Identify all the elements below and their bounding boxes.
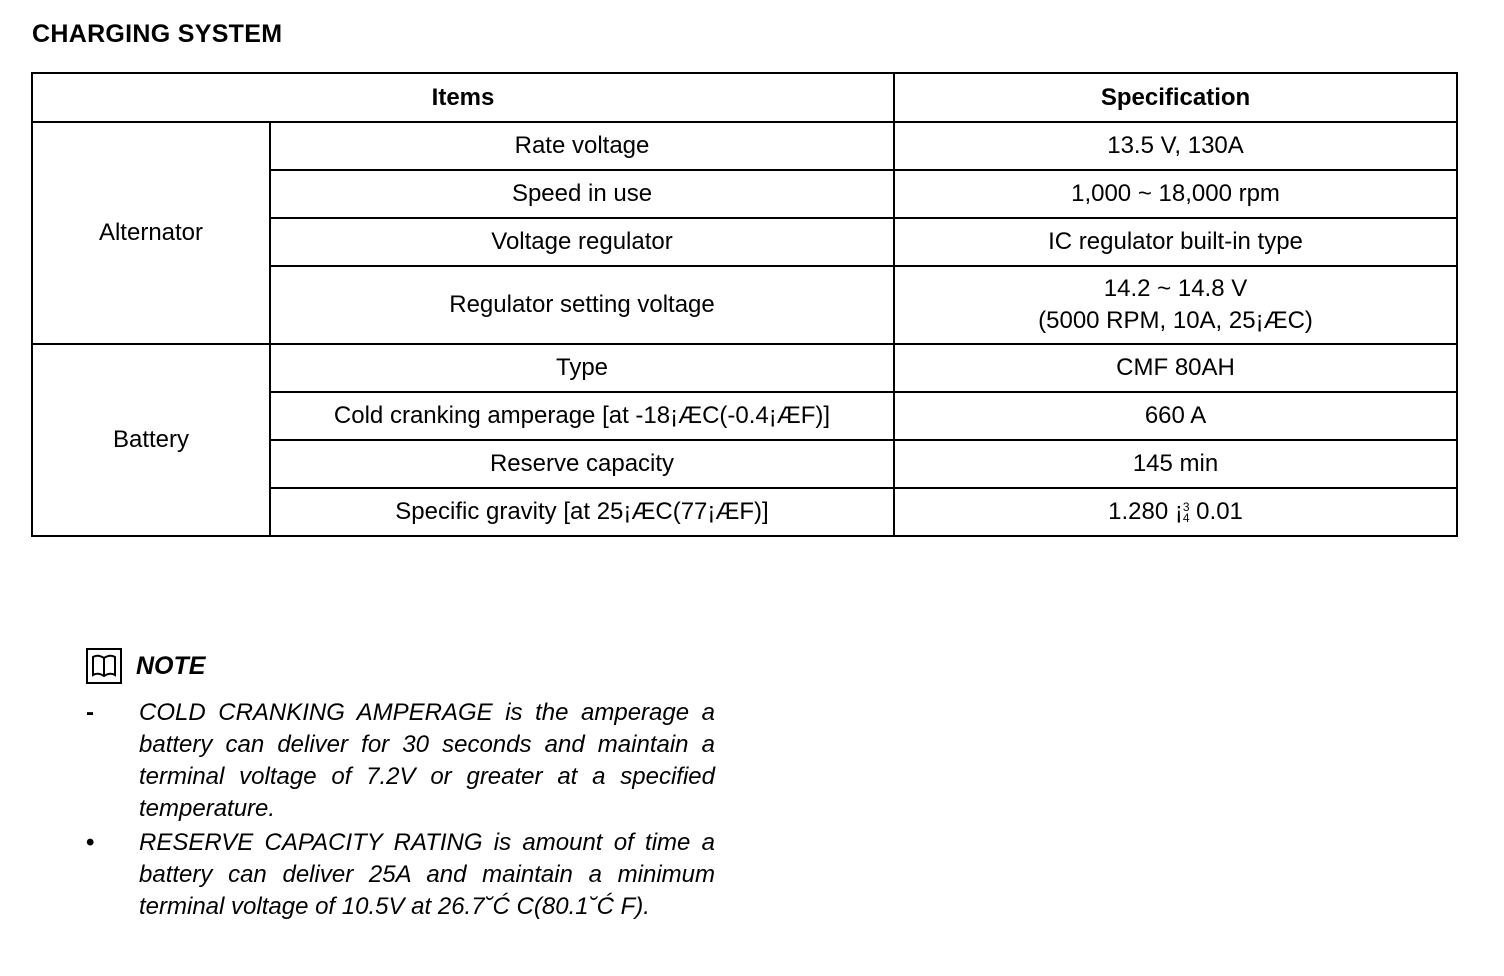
item-cell: Rate voltage (270, 122, 894, 170)
item-cell: Reserve capacity (270, 440, 894, 488)
header-row (32, 73, 1457, 122)
spec-prefix: 1.280 ¡ (1108, 498, 1183, 525)
item-cell: Voltage regulator (270, 218, 894, 266)
spec-suffix: 0.01 (1189, 498, 1243, 525)
spec-cell: 13.5 V, 130A (894, 122, 1457, 170)
spec-table (31, 72, 1458, 537)
spec-cell: IC regulator built-in type (894, 218, 1457, 266)
fraction-numerator: 3 (1182, 499, 1190, 514)
note-text: COLD CRANKING AMPERAGE is the amperage a battery can deliver for 30 seconds and maintain a terminal voltage of 7.2V or greater at a specified temperature. (139, 699, 715, 822)
spec-cell (894, 488, 1457, 536)
note-header (86, 648, 205, 684)
spec-line-2: (5000 RPM, 10A, 25¡ÆC) (1038, 307, 1313, 334)
header-specification: Specification (894, 73, 1457, 122)
note-list (86, 697, 716, 925)
table-row (32, 122, 1457, 170)
item-cell: Regulator setting voltage (270, 266, 894, 344)
page-title: CHARGING SYSTEM (32, 20, 283, 48)
list-item (86, 697, 716, 825)
spec-fraction (1182, 499, 1190, 525)
note-text: RESERVE CAPACITY RATING is amount of time a battery can deliver 25A and maintain a minimum terminal voltage of 10.5V at 26.7˘Ć C(80.1˘Ć F). (139, 829, 715, 920)
spec-cell: 660 A (894, 392, 1457, 440)
group-alternator: Alternator (32, 122, 270, 344)
spec-line-1: 14.2 ~ 14.8 V (1103, 275, 1248, 302)
item-cell: Type (270, 344, 894, 392)
header-items: Items (32, 73, 894, 122)
list-item (86, 827, 716, 923)
bullet: - (86, 699, 94, 726)
book-icon (86, 648, 122, 684)
note-label: NOTE (136, 651, 206, 680)
table-row (32, 344, 1457, 392)
spec-cell (894, 266, 1457, 344)
bullet: • (86, 829, 95, 856)
spec-cell: 1,000 ~ 18,000 rpm (894, 170, 1457, 218)
spec-cell: 145 min (894, 440, 1457, 488)
spec-cell: CMF 80AH (894, 344, 1457, 392)
item-cell: Speed in use (270, 170, 894, 218)
item-cell: Cold cranking amperage [at -18¡ÆC(-0.4¡ÆF)] (270, 392, 894, 440)
item-cell: Specific gravity [at 25¡ÆC(77¡ÆF)] (270, 488, 894, 536)
group-battery: Battery (32, 344, 270, 536)
fraction-denominator: 4 (1182, 510, 1190, 525)
